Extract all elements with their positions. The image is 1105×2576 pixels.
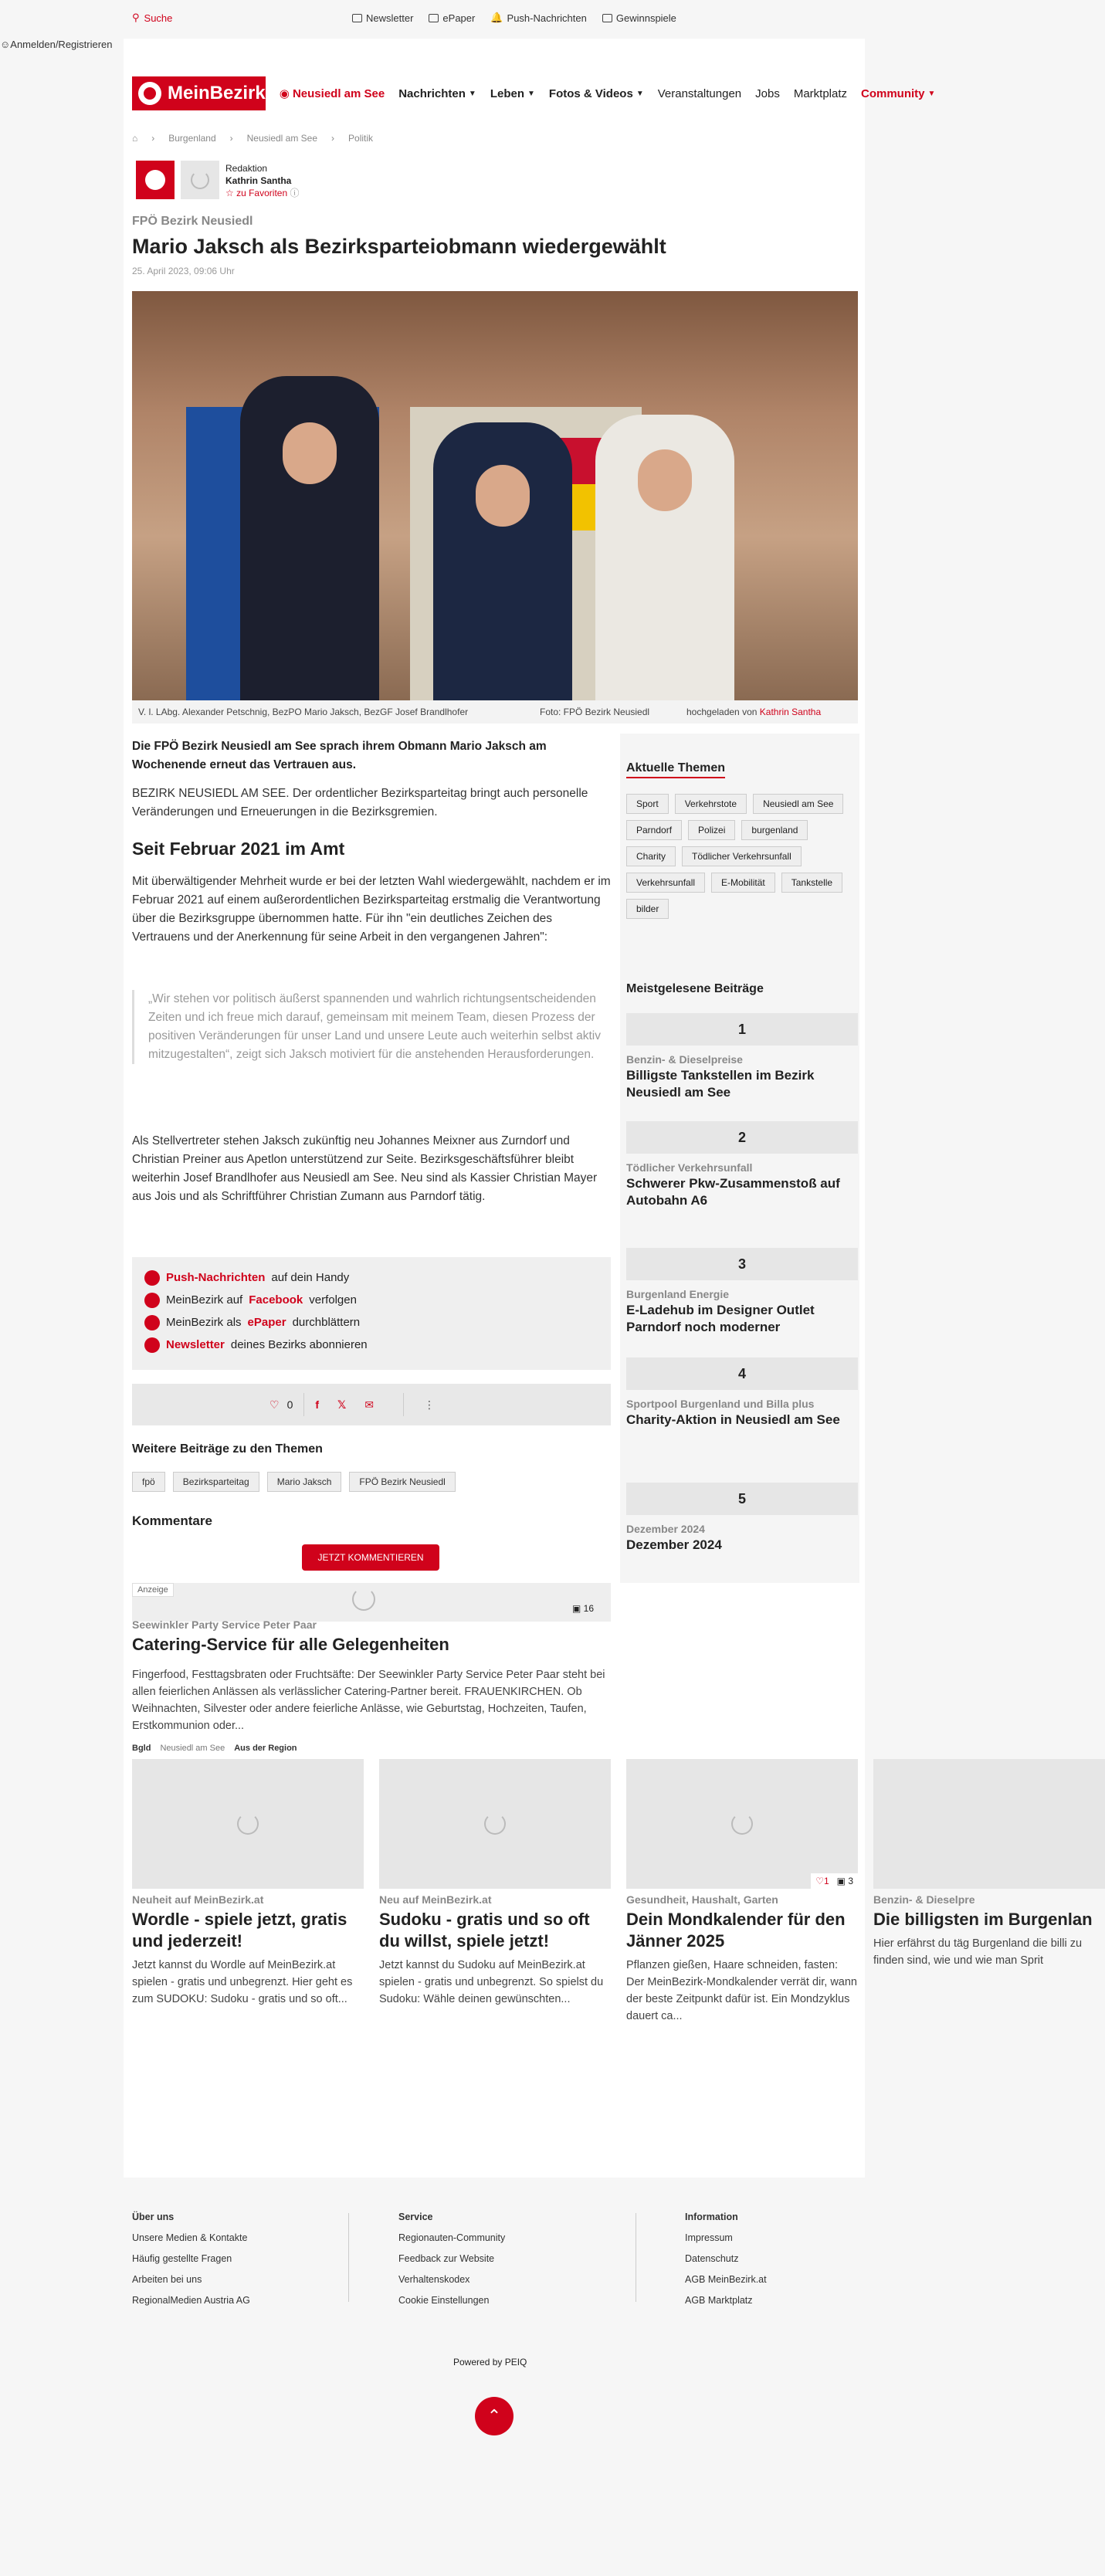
most-read-item[interactable]: 5 Dezember 2024 Dezember 2024 [626,1483,858,1554]
logo-flower-icon [138,82,161,105]
nav-item-leben[interactable]: Leben [490,86,524,100]
loading-spinner-icon [731,1813,753,1835]
teaser-card[interactable]: Neuheit auf MeinBezirk.at Wordle - spiele jetzt, gratis und jederzeit! Jetzt kannst du Wordle auf MeinBezirk.at spielen - gratis und unbegrenzt. Hier geht es zum SUDOKU: Sudoku - gratis und so oft... [132,1759,364,2025]
topic-tag[interactable]: Verkehrsunfall [626,873,705,893]
card-stats [811,1873,858,1889]
facebook-icon [144,1293,160,1308]
most-read-title: Meistgelesene Beiträge [626,982,764,995]
article-date: 25. April 2023, 09:06 Uhr [132,266,235,276]
newsletter-link[interactable]: Newsletter [352,12,413,24]
ad-footer: Bgld Neusiedl am See Aus der Region [132,1744,297,1753]
footer-link[interactable]: Impressum [685,2232,733,2243]
logo[interactable]: MeinBezirk [132,76,266,110]
ad-title[interactable]: Catering-Service für alle Gelegenheiten [132,1635,449,1654]
sidebar [620,734,859,1583]
most-read-item[interactable]: 4 Sportpool Burgenland und Billa plus Charity-Aktion in Neusiedl am See [626,1357,858,1429]
ad-kicker: Seewinkler Party Service Peter Paar [132,1618,317,1631]
article-paragraph: Mit überwältigender Mehrheit wurde er bei der letzten Wahl wiedergewählt, nachdem er im Februar 2021 auf einem außerordentlichen Bezirksparteitag erstmalig die Verantwortung über die Bezirksgruppe übernommen hatte. Für ihn "ein deutliches Zeichen des Vertrauens und der Anerkennung für seine Arbeit in den vergangenen Jahren": [132,875,611,944]
article-photo[interactable] [132,291,858,700]
author-name[interactable]: Kathrin Santha [225,175,292,186]
breadcrumb-item[interactable]: Burgenland [168,133,216,144]
article-paragraph: Als Stellvertreter stehen Jaksch zukünftig neu Johannes Meixner aus Zurndorf und Christian Preiner aus Apetlon unterstützend zur Seite. Bezirksgeschäftsführer bleibt weiterhin Josef Brandlhofer aus Neusiedl am See. Neu sind als Kassier Christian Mayer aus Jois und als Schriftführer Christian Zumann aus Parndorf tätig. [132,1134,598,1203]
footer-link[interactable]: Unsere Medien & Kontakte [132,2232,248,2243]
article-kicker: FPÖ Bezirk Neusiedl [132,215,253,228]
footer-link[interactable]: Cookie Einstellungen [398,2295,490,2306]
photo-caption: V. l. LAbg. Alexander Petschnig, BezPO Mario Jaksch, BezGF Josef Brandlhofer Foto: FPÖ Bezirk Neusiedl hochgeladen von Kathrin Santha [132,700,858,724]
user-icon: ☺ [0,39,11,50]
main-nav [132,74,936,113]
chevron-down-icon: ▼ [927,89,936,98]
teaser-card[interactable]: Benzin- & Dieselpre Die billigsten im Burgenlan Hier erfährst du täg Burgenland die billi zu finden sind, wie und wie man Sprit [873,1759,973,2025]
promo-box [132,1257,611,1370]
bell-icon: 🔔 [490,12,503,23]
epaper-icon [144,1315,160,1330]
most-read-item[interactable]: 3 Burgenland Energie E-Ladehub im Designer Outlet Parndorf noch moderner [626,1248,858,1336]
topic-tag[interactable]: E-Mobilität [711,873,775,893]
topic-tag[interactable]: Parndorf [626,820,682,840]
info-icon[interactable]: ⓘ [290,188,300,198]
author-box [136,161,299,199]
top-links [352,12,676,24]
topic-tag[interactable]: Verkehrstote [675,794,747,814]
loading-spinner-icon [352,1588,375,1611]
footer-link[interactable]: Feedback zur Website [398,2253,495,2264]
publisher-avatar[interactable] [136,161,175,199]
like-heart-icon[interactable]: ♡ [269,1398,280,1411]
tag[interactable]: fpö [132,1472,165,1492]
chevron-down-icon: ▼ [527,89,535,98]
promo-newsletter[interactable]: Newsletter deines Bezirks abonnieren [144,1334,598,1356]
nav-item-veranstaltungen[interactable]: Veranstaltungen [657,86,742,100]
teaser-card[interactable]: Neu auf MeinBezirk.at Sudoku - gratis und so oft du willst, spiele jetzt! Jetzt kannst du Sudoku auf MeinBezirk.at spielen - gratis und unbegrenzt. So spielst du Sudoku: Wähle deinen gewünschten... [379,1759,611,2025]
chevron-up-icon: ⌃ [486,2406,502,2425]
x-share-icon[interactable]: 𝕏 [337,1398,347,1411]
avatar[interactable] [181,161,219,199]
footer-link[interactable]: Häufig gestellte Fragen [132,2253,232,2264]
mail-icon [352,14,362,22]
nav-item-fotos[interactable]: Fotos & Videos [548,86,633,100]
photo-count: ▣ 16 [571,1603,594,1614]
page-title: Mario Jaksch als Bezirksparteiobmann wiedergewählt [132,235,666,258]
ad-image[interactable] [132,1583,611,1622]
home-icon[interactable]: ⌂ [132,133,138,144]
heart-icon: ♡1 [815,1876,829,1886]
most-read-item[interactable]: 2 Tödlicher Verkehrsunfall Schwerer Pkw-Zusammenstoß auf Autobahn A6 [626,1121,858,1209]
topic-tag[interactable]: Tödlicher Verkehrsunfall [682,846,802,866]
login-link[interactable]: ☺Anmelden/Registrieren [0,39,113,50]
related-topics-title: Weitere Beiträge zu den Themen [132,1442,323,1456]
epaper-link[interactable]: ePaper [429,12,475,24]
loading-spinner-icon [191,171,209,189]
tag[interactable]: Mario Jaksch [267,1472,342,1492]
uploader-link[interactable]: Kathrin Santha [759,707,822,717]
search-icon: ⚲ [132,12,140,23]
tag[interactable]: Bezirksparteitag [173,1472,259,1492]
footer-link[interactable]: Regionauten-Community [398,2232,506,2243]
top-bar [0,0,988,39]
article-lead: Die FPÖ Bezirk Neusiedl am See sprach ihrem Obmann Mario Jaksch am Wochenende erneut das Vertrauen aus. [132,740,547,771]
topic-tag[interactable]: bilder [626,899,669,919]
topic-tags [626,794,858,919]
tag[interactable]: FPÖ Bezirk Neusiedl [349,1472,455,1492]
favorite-link[interactable]: ☆ zu Favoriten ⓘ [225,188,300,198]
nav-item-community[interactable]: Community [861,86,925,100]
author-role: Redaktion [225,163,268,174]
chevron-down-icon: ▼ [636,89,644,98]
footer-link[interactable]: AGB MeinBezirk.at [685,2274,767,2285]
teaser-card[interactable]: ♡1 ▣ 3 Gesundheit, Haushalt, Garten Dein Mondkalender für den Jänner 2025 Pflanzen gießen, Haare schneiden, fasten: Der MeinBezirk-Mondkalender verrät dir, wann der beste Zeitpunkt dafür ist. Ein Mondzyklus dauert ca... [626,1759,858,2025]
topic-tag[interactable]: Tankstelle [781,873,842,893]
footer-link[interactable]: Datenschutz [685,2253,739,2264]
footer-col-service: Service Regionauten-Community Feedback zur Website Verhaltenskodex Cookie Einstellungen [398,2207,505,2311]
footer-col-about: Über uns Unsere Medien & Kontakte Häufig gestellte Fragen Arbeiten bei uns RegionalMedien Austria AG [132,2207,250,2311]
logo-flower-icon [145,170,165,190]
nav-item-jobs[interactable]: Jobs [755,86,780,100]
promo-epaper[interactable]: MeinBezirk als ePaper durchblättern [144,1311,598,1334]
topic-tag[interactable]: burgenland [741,820,808,840]
article-paragraph: BEZIRK NEUSIEDL AM SEE. Der ordentlicher Bezirksparteitag bringt auch personelle Veränderungen und Erneuerungen in die Bezirksgremien. [132,787,588,819]
breadcrumb-item[interactable]: Politik [348,133,374,144]
teaser-cards [132,1759,1093,2025]
more-options-icon[interactable]: ⋮ [424,1398,436,1411]
nav-item-marktplatz[interactable]: Marktplatz [793,86,848,100]
footer-link[interactable]: Arbeiten bei uns [132,2274,202,2285]
comments-title: Kommentare [132,1513,212,1528]
camera-icon: ▣ 3 [836,1876,853,1886]
article-quote: „Wir stehen vor politisch äußerst spannenden und wahrlich richtungsentscheidenden Zeiten und ich freue mich darauf, gemeinsam mit meinem Team, diesen Prozess der positiven Veränderungen für unser Land und unsere Leute auch weiterhin selbst aktiv mitzugestalten“, zeigt sich Jaksch motiviert für die anstehenden Herausforderungen. [132,990,611,1064]
powered-by[interactable]: Powered by PEIQ [453,2357,527,2368]
loading-spinner-icon [237,1813,259,1835]
topic-tag[interactable]: Neusiedl am See [753,794,843,814]
promo-push[interactable]: Push-Nachrichten auf dein Handy [144,1266,598,1289]
topic-tag[interactable]: Charity [626,846,676,866]
most-read-item[interactable]: 1 Benzin- & Dieselpreise Billigste Tankstellen im Bezirk Neusiedl am See [626,1013,858,1101]
breadcrumb: ⌂ › Burgenland › Neusiedl am See › Politik [132,133,374,144]
phone-icon [144,1337,160,1353]
breadcrumb-item[interactable]: Neusiedl am See [246,133,318,144]
gift-icon [602,14,612,22]
topic-tag[interactable]: Polizei [688,820,735,840]
like-count: 0 [286,1398,293,1411]
search-link[interactable]: ⚲ Suche [132,12,173,24]
article-subheading: Seit Februar 2021 im Amt [132,839,345,859]
loading-spinner-icon [484,1813,506,1835]
ad-text: Fingerfood, Festtagsbraten oder Fruchtsäfte: Der Seewinkler Party Service Peter Paar steht bei allen feierlichen Anlässen als verlässlicher Catering-Partner bereit. FRAUENKIRCHEN. Ob Weihnachten, Silvester oder andere feierliche Anlässe, wie Geburtstag, Hochzeiten, Taufen, Erstkommunion oder... [132,1669,605,1732]
footer-link[interactable]: RegionalMedien Austria AG [132,2295,250,2306]
footer-link[interactable]: Verhaltenskodex [398,2274,470,2285]
mail-share-icon[interactable]: ✉ [364,1398,375,1411]
facebook-share-icon[interactable]: f [315,1398,320,1411]
push-link[interactable]: 🔔 Push-Nachrichten [490,12,587,24]
gewinnspiele-link[interactable]: Gewinnspiele [602,12,676,24]
nav-item-nachrichten[interactable]: Nachrichten [398,86,466,100]
chevron-down-icon: ▼ [468,89,476,98]
region-selector[interactable]: ◉ Neusiedl am See [279,87,385,100]
topic-tag[interactable]: Sport [626,794,669,814]
author-meta [225,161,299,199]
scroll-top-button[interactable] [475,2397,514,2435]
related-tags [132,1472,456,1492]
footer-link[interactable]: AGB Marktplatz [685,2295,753,2306]
epaper-icon [429,14,439,22]
camera-icon: ▣ [571,1603,581,1614]
promo-facebook[interactable]: MeinBezirk auf Facebook verfolgen [144,1289,598,1311]
phone-icon [144,1270,160,1286]
topics-title: Aktuelle Themen [626,761,725,778]
action-bar [132,1384,611,1425]
footer-col-info: Information Impressum Datenschutz AGB MeinBezirk.at AGB Marktplatz [685,2207,767,2311]
ad-label: Anzeige [132,1583,174,1597]
comment-button[interactable]: JETZT KOMMENTIEREN [302,1544,439,1571]
